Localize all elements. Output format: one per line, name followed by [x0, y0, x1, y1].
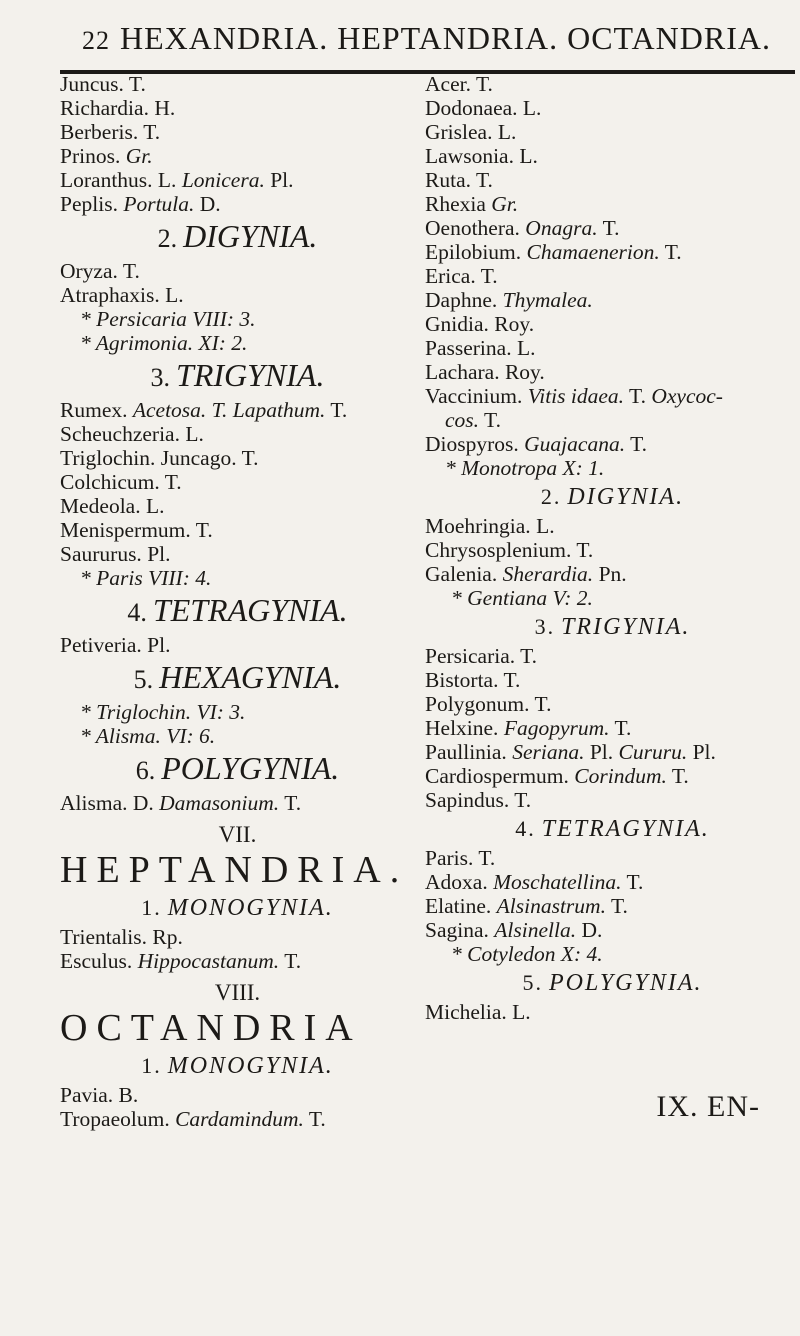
authority: T.: [629, 384, 646, 408]
genus-name: Passerina.: [425, 336, 512, 360]
synonym: Acetosa. T.: [132, 398, 228, 422]
class-eight-name: OCTANDRIA: [60, 1007, 362, 1049]
left-monogynia-list: [60, 72, 415, 216]
authority: T.: [484, 408, 501, 432]
left-tetragynia-list: [60, 633, 415, 657]
genus-name: Adoxa.: [425, 870, 488, 894]
authority: B.: [118, 1083, 139, 1107]
left-digynia-heading: 2. DIGYNIA.: [157, 218, 318, 254]
left-column: [60, 72, 415, 1131]
genus-name: Persicaria.: [425, 644, 516, 668]
genus-entry: [60, 192, 415, 216]
synonym: Portula.: [123, 192, 195, 216]
right-digynia-refs: [425, 586, 800, 610]
synonym: Onagra.: [525, 216, 598, 240]
left-hexagynia-refs: [60, 700, 415, 748]
genus-entry: [60, 144, 415, 168]
genus-name: Pavia.: [60, 1083, 114, 1107]
genus-entry: [425, 538, 800, 562]
synonym: Chamaenerion.: [526, 240, 660, 264]
synonym: Lapathum.: [232, 398, 326, 422]
genus-name: Polygonum.: [425, 692, 530, 716]
genus-entry: [425, 408, 800, 432]
synonym: Alsinastrum.: [496, 894, 606, 918]
left-digynia-list: [60, 259, 415, 307]
right-trigynia-list: [425, 644, 800, 812]
genus-name: Loranthus. L.: [60, 168, 177, 192]
authority: L.: [185, 422, 204, 446]
genus-entry: [425, 514, 800, 538]
authority: T.: [602, 216, 620, 240]
authority: T.: [128, 72, 146, 96]
genus-name: Bistorta.: [425, 668, 499, 692]
genus-entry: [60, 949, 415, 973]
genus-name: Sapindus.: [425, 788, 510, 812]
genus-name: Chrysosplenium.: [425, 538, 572, 562]
genus-name: Richardia.: [60, 96, 149, 120]
genus-entry: [425, 288, 800, 312]
genus-name: Menispermum.: [60, 518, 191, 542]
authority: Roy.: [494, 312, 535, 336]
authority: Pl.: [147, 633, 171, 657]
genus-entry: [425, 764, 800, 788]
synonym: Cardamindum.: [175, 1107, 304, 1131]
class-eight-order-heading: 1. MONOGYNIA.: [141, 1053, 334, 1079]
authority: Pl.: [270, 168, 294, 192]
genus-name: Moehringia.: [425, 514, 531, 538]
genus-name: Gnidia.: [425, 312, 489, 336]
synonym: Gr.: [125, 144, 153, 168]
genus-entry: [60, 120, 415, 144]
authority: L.: [519, 144, 538, 168]
left-trigynia-refs: [60, 566, 415, 590]
synonym: Oxycoc-: [651, 384, 723, 408]
genus-name: Acer.: [425, 72, 471, 96]
genus-entry: [60, 470, 415, 494]
genus-name: Ruta.: [425, 168, 471, 192]
running-title: HEXANDRIA. HEPTANDRIA. OCTANDRIA.: [120, 20, 771, 56]
genus-entry: [425, 144, 800, 168]
genus-entry: [425, 692, 800, 716]
genus-entry: [60, 422, 415, 446]
synonym: Corindum.: [574, 764, 667, 788]
genus-entry: [425, 240, 800, 264]
genus-entry: [425, 192, 800, 216]
genus-entry: [60, 1083, 415, 1107]
genus-entry: [425, 72, 800, 96]
genus-name: Paullinia.: [425, 740, 507, 764]
genus-name: Berberis.: [60, 120, 139, 144]
authority: T.: [330, 398, 348, 422]
class-seven-numeral: VII.: [218, 822, 257, 847]
authority: Pl.: [692, 740, 716, 764]
genus-entry: [425, 168, 800, 192]
genus-entry: [425, 96, 800, 120]
left-digynia-refs: [60, 307, 415, 355]
authority: L.: [522, 96, 542, 120]
genus-name: Esculus.: [60, 949, 133, 973]
right-tetragynia-refs: [425, 942, 800, 966]
genus-name: Oryza.: [60, 259, 118, 283]
class-eight-list: [60, 1083, 415, 1131]
authority: T.: [480, 264, 498, 288]
cross-reference: * Cotyledon X: 4.: [451, 942, 603, 966]
authority: D.: [199, 192, 221, 216]
right-tetragynia-heading: 4. TETRAGYNIA.: [515, 816, 710, 842]
genus-entry: [425, 918, 800, 942]
genus-entry: [60, 446, 415, 470]
genus-name: Vaccinium.: [425, 384, 523, 408]
left-trigynia-heading: 3. TRIGYNIA.: [150, 357, 325, 393]
authority: Pn.: [598, 562, 627, 586]
genus-entry: [425, 384, 800, 408]
genus-name: Scheuchzeria.: [60, 422, 180, 446]
genus-name: Tropaeolum.: [60, 1107, 170, 1131]
right-digynia-list: [425, 514, 800, 586]
authority: T.: [671, 764, 689, 788]
right-trigynia-heading: 3. TRIGYNIA.: [534, 614, 691, 640]
synonym: Cururu.: [618, 740, 688, 764]
synonym: Alsinella.: [494, 918, 577, 942]
right-polygynia-list: [425, 1000, 800, 1024]
left-tetragynia-heading: 4. TETRAGYNIA.: [127, 592, 348, 628]
genus-name: Lachara.: [425, 360, 500, 384]
authority: T.: [122, 259, 140, 283]
genus-entry: [60, 259, 415, 283]
right-column: [425, 72, 800, 1024]
genus-entry: [425, 120, 800, 144]
authority: L.: [536, 514, 555, 538]
genus-name: Medeola.: [60, 494, 141, 518]
authority: T.: [630, 432, 647, 456]
genus-entry: [60, 791, 415, 815]
catchword: IX. EN-: [656, 1090, 760, 1123]
genus-entry: [60, 925, 415, 949]
genus-name: Paris.: [425, 846, 474, 870]
class-seven-list: [60, 925, 415, 973]
synonym: Sherardia.: [502, 562, 594, 586]
right-digynia-heading: 2. DIGYNIA.: [540, 484, 685, 510]
genus-name: Erica.: [425, 264, 476, 288]
genus-entry: [425, 894, 800, 918]
genus-entry: [425, 644, 800, 668]
genus-name: Oenothera.: [425, 216, 520, 240]
genus-name: Peplis.: [60, 192, 118, 216]
authority: T.: [614, 716, 632, 740]
genus-name: Colchicum.: [60, 470, 160, 494]
genus-entry: [425, 264, 800, 288]
genus-name: Rhexia: [425, 192, 486, 216]
right-monogynia-list: [425, 72, 800, 456]
cross-reference: * Agrimonia. XI: 2.: [80, 331, 248, 355]
genus-entry: [425, 216, 800, 240]
genus-entry: [60, 633, 415, 657]
authority: T.: [514, 788, 532, 812]
genus-name: Lawsonia.: [425, 144, 514, 168]
genus-name: Michelia.: [425, 1000, 507, 1024]
genus-entry: [425, 562, 800, 586]
genus-entry: [425, 870, 800, 894]
authority: T.: [576, 538, 594, 562]
genus-entry: [425, 740, 800, 764]
synonym: Moschatellina.: [493, 870, 622, 894]
authority: T.: [195, 518, 213, 542]
genus-entry: [425, 788, 800, 812]
genus-name: Galenia.: [425, 562, 498, 586]
genus-entry: [60, 168, 415, 192]
genus-entry: [60, 494, 415, 518]
synonym: Thymalea.: [502, 288, 593, 312]
authority: Pl.: [147, 542, 171, 566]
authority: T.: [626, 870, 644, 894]
genus-name: Atraphaxis.: [60, 283, 160, 307]
synonym: Lonicera.: [181, 168, 265, 192]
cross-reference: * Alisma. VI: 6.: [80, 724, 216, 748]
genus-name: Saururus.: [60, 542, 142, 566]
genus-entry: [425, 312, 800, 336]
authority: T.: [503, 668, 521, 692]
genus-entry: [60, 518, 415, 542]
authority: T.: [284, 791, 302, 815]
genus-entry: [425, 846, 800, 870]
authority: T.: [475, 72, 493, 96]
class-seven-order-heading: 1. MONOGYNIA.: [141, 895, 334, 921]
authority: Pl.: [589, 740, 614, 764]
right-polygynia-heading: 5. POLYGYNIA.: [522, 970, 703, 996]
cross-reference: * Paris VIII: 4.: [80, 566, 212, 590]
synonym: Guajacana.: [524, 432, 626, 456]
genus-name: Cardiospermum.: [425, 764, 569, 788]
genus-entry: [60, 283, 415, 307]
genus-name: Prinos.: [60, 144, 121, 168]
genus-entry: [60, 1107, 415, 1131]
synonym: Gr.: [491, 192, 519, 216]
genus-name: Juncus.: [60, 72, 124, 96]
authority: Roy.: [504, 360, 545, 384]
authority: T.: [534, 692, 552, 716]
genus-name: Trientalis.: [60, 925, 148, 949]
authority: T.: [520, 644, 538, 668]
genus-entry: [425, 668, 800, 692]
authority: T.: [478, 846, 496, 870]
cross-reference: * Persicaria VIII: 3.: [80, 307, 256, 331]
genus-entry: [425, 716, 800, 740]
genus-name: Epilobium.: [425, 240, 522, 264]
page-header: [82, 20, 782, 70]
genus-entry: [60, 398, 415, 422]
authority: T.: [475, 168, 493, 192]
authority: L.: [145, 494, 165, 518]
authority: D.: [581, 918, 603, 942]
genus-entry: [60, 542, 415, 566]
genus-entry: [60, 96, 415, 120]
authority: L.: [497, 120, 517, 144]
genus-entry: [425, 360, 800, 384]
left-trigynia-list: [60, 398, 415, 566]
synonym: Seriana.: [512, 740, 585, 764]
authority: T.: [664, 240, 682, 264]
entry-continuation: cos.: [445, 408, 480, 432]
genus-name: Diospyros.: [425, 432, 519, 456]
cross-reference: * Triglochin. VI: 3.: [80, 700, 246, 724]
genus-name: Sagina.: [425, 918, 489, 942]
genus-name: Triglochin.: [60, 446, 156, 470]
authority: Juncago. T.: [160, 446, 259, 470]
left-polygynia-list: [60, 791, 415, 815]
synonym: Vitis idaea.: [527, 384, 625, 408]
authority: H.: [154, 96, 176, 120]
authority: T.: [143, 120, 161, 144]
genus-name: Dodonaea.: [425, 96, 518, 120]
genus-name: Helxine.: [425, 716, 499, 740]
authority: Rp.: [152, 925, 183, 949]
right-monogynia-refs: [425, 456, 800, 480]
authority: T.: [284, 949, 302, 973]
genus-name: Petiveria.: [60, 633, 142, 657]
genus-entry: [425, 336, 800, 360]
class-eight-numeral: VIII.: [214, 980, 261, 1005]
synonym: Fagopyrum.: [503, 716, 610, 740]
genus-entry: [425, 1000, 800, 1024]
cross-reference: * Monotropa X: 1.: [445, 456, 605, 480]
page-number: 22: [82, 26, 110, 55]
left-polygynia-heading: 6. POLYGYNIA.: [135, 750, 340, 786]
authority: L.: [512, 1000, 531, 1024]
genus-name: Daphne.: [425, 288, 498, 312]
synonym: Hippocastanum.: [137, 949, 280, 973]
genus-name: Grislea.: [425, 120, 493, 144]
authority: L.: [516, 336, 536, 360]
class-seven-name: HEPTANDRIA.: [60, 849, 409, 891]
cross-reference: * Gentiana V: 2.: [451, 586, 593, 610]
genus-name: Elatine.: [425, 894, 492, 918]
authority: T.: [308, 1107, 326, 1131]
genus-name: Rumex.: [60, 398, 128, 422]
genus-name: Alisma. D.: [60, 791, 154, 815]
authority: T.: [610, 894, 628, 918]
genus-entry: [60, 72, 415, 96]
genus-entry: [425, 432, 800, 456]
right-tetragynia-list: [425, 846, 800, 942]
authority: T.: [164, 470, 182, 494]
left-hexagynia-heading: 5. HEXAGYNIA.: [133, 659, 342, 695]
synonym: Damasonium.: [159, 791, 280, 815]
authority: L.: [165, 283, 184, 307]
